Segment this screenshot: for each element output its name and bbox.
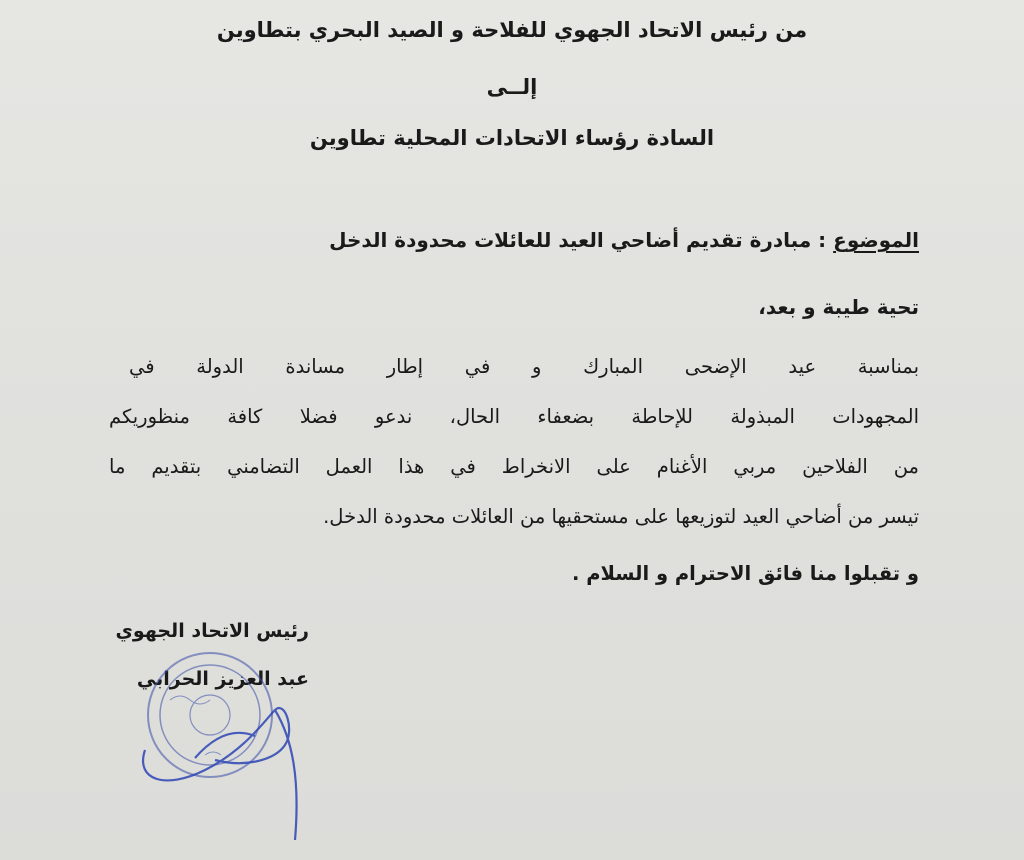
closing-line: و تقبلوا منا فائق الاحترام و السلام . — [572, 562, 919, 585]
subject-row — [329, 228, 919, 252]
signature-title: رئيس الاتحاد الجهوي — [115, 620, 309, 642]
recipients-line: السادة رؤساء الاتحادات المحلية تطاوين — [309, 126, 715, 150]
sender-line: من رئيس الاتحاد الجهوي للفلاحة و الصيد البحري بتطاوين — [216, 18, 808, 42]
to-label: إلــى — [486, 75, 538, 99]
signature-name: عبد العزيز الحرابي — [136, 668, 309, 690]
official-stamp-icon — [125, 640, 325, 860]
body-line: بمناسبة عيد الإضحى المبارك و في إطار مساندة الدولة في — [129, 355, 919, 378]
body-line: من الفلاحين مربي الأغنام على الانخراط في هذا العمل التضامني بتقديم ما — [109, 455, 919, 478]
subject-separator: : — [811, 228, 834, 252]
subject-text: مبادرة تقديم أضاحي العيد للعائلات محدودة الدخل — [329, 228, 812, 252]
greeting: تحية طيبة و بعد، — [758, 295, 919, 319]
subject-label: الموضوع — [833, 228, 919, 252]
signature-scribble-icon — [143, 708, 297, 840]
body-line: تيسر من أضاحي العيد لتوزيعها على مستحقيها من العائلات محدودة الدخل. — [323, 505, 919, 528]
body-line: المجهودات المبذولة للإحاطة بضعفاء الحال، ندعو فضلا كافة منظوريكم — [109, 405, 919, 428]
